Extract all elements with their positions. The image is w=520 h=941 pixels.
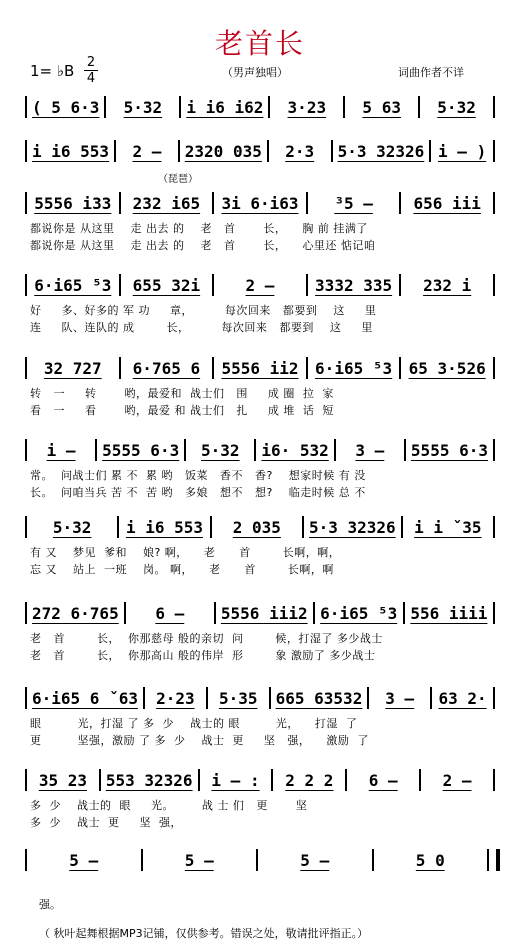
lyric-line: 连 队、连队的 成 长， 每次回来 都要到 这 里 <box>30 321 373 334</box>
pipa-annotation: （琵琶） <box>158 174 198 185</box>
measure: 5556 ii2 <box>221 358 299 378</box>
measure: 5·32 <box>201 440 240 460</box>
notation-row <box>20 683 500 713</box>
measure: 2·3 <box>285 141 315 161</box>
notation-row <box>20 765 500 795</box>
lyric-line: 老 首 长， 你那高山 般的伟岸 形 象 激励了 多少战士 <box>30 649 376 662</box>
lyric-line: 眼 光，打湿 了 多 少 战士的 眼 光， 打湿 了 <box>30 717 358 730</box>
barline <box>418 96 420 118</box>
measure: 232 i <box>423 275 472 295</box>
barline <box>212 192 214 214</box>
barline <box>367 687 369 709</box>
measure: i i ˇ35 <box>414 517 482 537</box>
measure: 5·3 32326 <box>337 141 425 161</box>
barline <box>493 357 495 379</box>
notation-row <box>20 598 500 628</box>
measure: 6·i65 ⁵3 <box>320 603 398 623</box>
measure: 5 0 <box>415 850 445 870</box>
barline <box>95 439 97 461</box>
barline <box>25 96 27 118</box>
lyric-line: 多 少 战士的 眼 光。 战 士 们 更 坚 <box>30 799 308 812</box>
barline <box>343 96 345 118</box>
measure: ³5 – <box>334 193 373 213</box>
barline <box>25 849 27 871</box>
barline <box>25 192 27 214</box>
barline <box>401 516 403 538</box>
barline <box>493 140 495 162</box>
barline <box>493 769 495 791</box>
barline <box>25 140 27 162</box>
measure: 2 – <box>245 275 275 295</box>
barline <box>493 602 495 624</box>
barline <box>25 602 27 624</box>
measure: 5 63 <box>362 97 401 117</box>
meter-bottom: 4 <box>86 71 96 86</box>
measure: 3 – <box>355 440 385 460</box>
credit-text: 词曲作者不详 <box>398 66 464 79</box>
barline <box>268 96 270 118</box>
measure: 6·i65 6 ˇ63 <box>32 688 138 708</box>
barline <box>493 192 495 214</box>
notation-row <box>20 435 500 465</box>
measure: 2 – <box>442 770 472 790</box>
barline <box>487 849 489 871</box>
measure: 2 – <box>132 141 162 161</box>
measure: 656 iii <box>413 193 481 213</box>
footer <box>32 883 368 941</box>
barline <box>178 140 180 162</box>
measure: 5555 6·3 <box>102 440 180 460</box>
barline <box>254 439 256 461</box>
measure: 5·35 <box>218 688 258 708</box>
barline <box>119 357 121 379</box>
notation-row <box>20 512 500 542</box>
barline <box>271 769 273 791</box>
barline <box>184 439 186 461</box>
lyric-line: 更 坚强，激励 了 多 少 战士 更 坚 强， 激励 了 <box>30 734 369 747</box>
barline <box>119 192 121 214</box>
barline <box>117 516 119 538</box>
barline <box>419 769 421 791</box>
final-barline <box>496 849 500 871</box>
barline <box>256 849 258 871</box>
meter-top: 2 <box>86 55 96 70</box>
measure: 5 – <box>184 850 214 870</box>
last-lyric: 强。 <box>39 898 61 911</box>
barline <box>25 274 27 296</box>
lyric-line: 常。 问战士们 累 不 累 哟 饭菜 香不 香? 想家时候 有 没 <box>30 469 366 482</box>
measure: 2 035 <box>232 517 281 537</box>
barline <box>143 687 145 709</box>
measure: 5556 i33 <box>34 193 112 213</box>
measure: i – : <box>211 770 260 790</box>
measure: 3·23 <box>287 97 327 117</box>
barline <box>372 849 374 871</box>
barline <box>206 687 208 709</box>
barline <box>104 96 106 118</box>
measure: 6 – <box>155 603 185 623</box>
barline <box>331 140 333 162</box>
measure: 6·i65 ⁵3 <box>315 358 393 378</box>
lyric-line: 看 一 看 哟，最爱 和 战士们 扎 成 堆 话 短 <box>30 404 334 417</box>
notation-row <box>20 136 500 166</box>
lyric-line: 老 首 长， 你那慈母 般的亲切 问 候，打湿了 多少战士 <box>30 632 383 645</box>
barline <box>179 96 181 118</box>
measure: i i6 553 <box>32 141 110 161</box>
performance-note: （男声独唱） <box>222 66 288 79</box>
lyric-line: 有 又 梦见 爹和 娘? 啊， 老 首 长啊，啊， <box>30 546 341 559</box>
measure: i i6 i62 <box>186 97 264 117</box>
notation-row <box>20 270 500 300</box>
notation-row <box>20 353 500 383</box>
notation-row <box>20 92 500 122</box>
barline <box>493 516 495 538</box>
barline <box>141 849 143 871</box>
measure: i i6 553 <box>125 517 204 537</box>
measure: 556 iiii <box>410 603 488 623</box>
measure: 5·32 <box>52 517 92 537</box>
barline <box>212 274 214 296</box>
measure: 35 23 <box>38 770 88 790</box>
measure: 32 727 <box>43 358 102 378</box>
lyric-line: 都说你是 从这里 走 出去 的 老 首 长， 心里还 惦记咱 <box>30 239 376 252</box>
barline <box>334 439 336 461</box>
measure: 3i 6·i63 <box>221 193 299 213</box>
measure: 5556 iii2 <box>220 603 308 623</box>
barline <box>198 769 200 791</box>
measure: 272 6·765 <box>32 603 119 623</box>
barline <box>404 439 406 461</box>
barline <box>269 687 271 709</box>
time-signature <box>84 56 98 85</box>
barline <box>119 274 121 296</box>
transcription-note: （ 秋叶起舞根据MP3记铺，仅供参考。错误之处，敬请批评指正。） <box>39 927 369 940</box>
barline <box>429 140 431 162</box>
barline <box>403 602 405 624</box>
barline <box>306 357 308 379</box>
key-signature: 1= ♭B <box>30 62 75 80</box>
barline <box>267 140 269 162</box>
barline <box>493 687 495 709</box>
measure: 5555 6·3 <box>410 440 488 460</box>
barline <box>25 357 27 379</box>
barline <box>493 274 495 296</box>
measure: i – ) <box>438 141 487 161</box>
measure: 5·32 <box>437 97 476 117</box>
barline <box>313 602 315 624</box>
barline <box>493 96 495 118</box>
measure: ( 5 6·3 <box>32 97 100 117</box>
lyric-line: 好 多、好多的 军 功 章， 每次回来 都要到 这 里 <box>30 304 377 317</box>
barline <box>99 769 101 791</box>
measure: 665 63532 <box>275 688 363 708</box>
lyric-line: 长。 问咱当兵 苦 不 苦 哟 多娘 想不 想? 临走时候 总 不 <box>30 486 366 499</box>
barline <box>399 274 401 296</box>
barline <box>25 687 27 709</box>
barline <box>114 140 116 162</box>
measure: 553 32326 <box>105 770 193 790</box>
barline <box>306 192 308 214</box>
lyric-line: 转 一 转 哟，最爱和 战士们 围 成 圈 拉 家 <box>30 387 334 400</box>
barline <box>302 516 304 538</box>
measure: 232 i65 <box>132 193 201 213</box>
measure: i6· 532 <box>261 440 329 460</box>
measure: 65 3·526 <box>408 358 486 378</box>
measure: 3332 335 <box>315 275 393 295</box>
measure: 6·765 6 <box>132 358 201 378</box>
measure: 5·32 <box>123 97 163 117</box>
lyric-line: 忘 又 站上 一班 岗。 啊， 老 首 长啊，啊 <box>30 563 334 576</box>
barline <box>212 357 214 379</box>
notation-row <box>20 845 500 875</box>
measure: 2 2 2 <box>285 770 334 790</box>
measure: 6 – <box>368 770 398 790</box>
measure: 2·23 <box>156 688 195 708</box>
lyric-line: 多 少 战士 更 坚 强， <box>30 816 182 829</box>
barline <box>25 516 27 538</box>
measure: 5 – <box>300 850 330 870</box>
barline <box>399 357 401 379</box>
song-title: 老首长 <box>214 27 305 60</box>
measure: 5·3 32326 <box>308 517 396 537</box>
barline <box>210 516 212 538</box>
measure: 63 2· <box>438 688 487 708</box>
barline <box>306 274 308 296</box>
lyric-line: 都说你是 从这里 走 出去 的 老 首 长， 胸 前 挂满了 <box>30 222 368 235</box>
measure: 3 – <box>385 688 415 708</box>
barline <box>345 769 347 791</box>
notation-row <box>20 188 500 218</box>
measure: 655 32i <box>132 275 201 295</box>
barline <box>399 192 401 214</box>
barline <box>214 602 216 624</box>
barline <box>124 602 126 624</box>
measure: 5 – <box>69 850 99 870</box>
measure: 2320 035 <box>184 141 262 161</box>
measure: 6·i65 ⁵3 <box>34 275 112 295</box>
barline <box>430 687 432 709</box>
barline <box>493 439 495 461</box>
measure: i – <box>46 440 76 460</box>
barline <box>25 439 27 461</box>
barline <box>25 769 27 791</box>
